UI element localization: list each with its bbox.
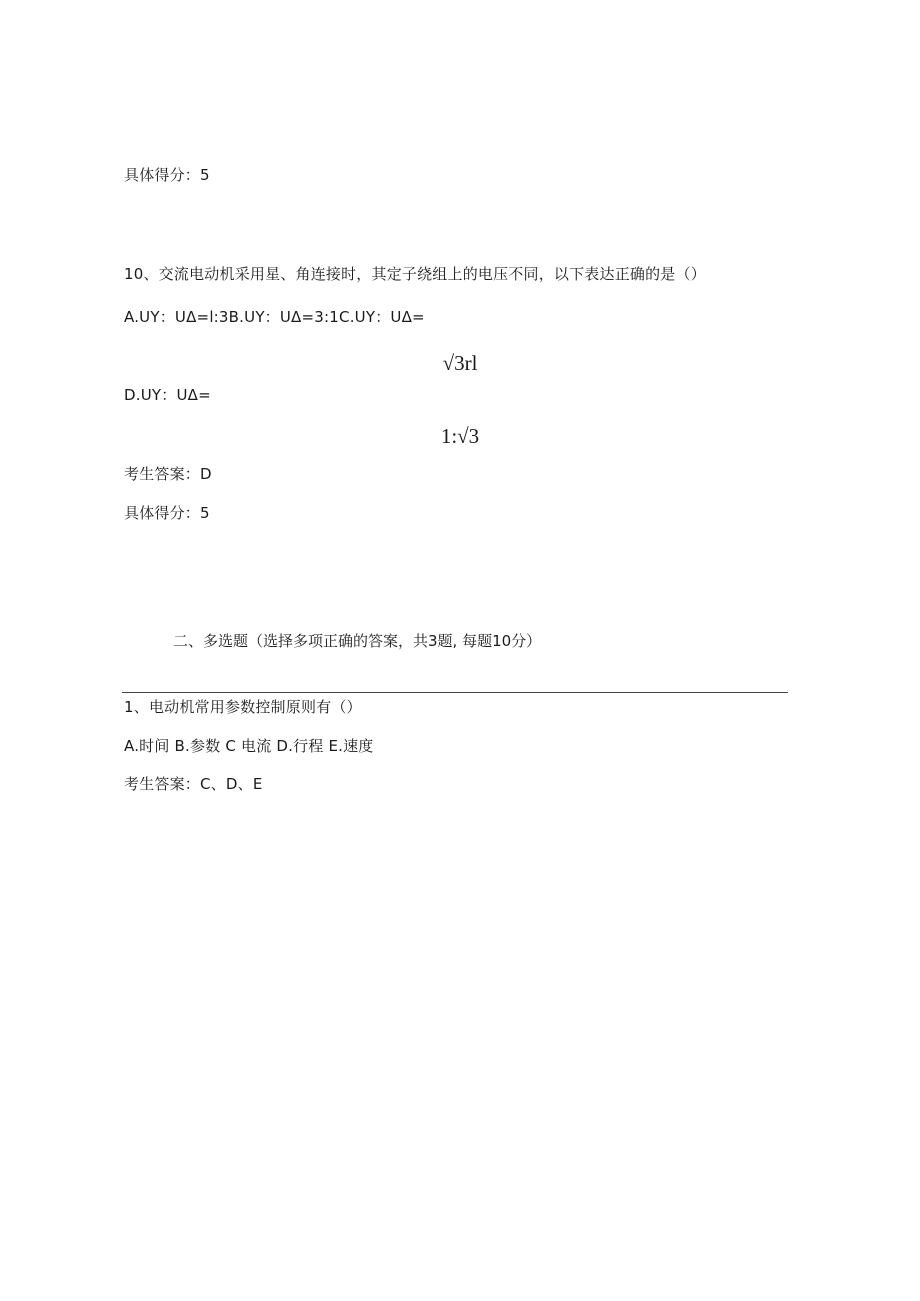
- section-divider: [122, 692, 788, 693]
- mq1-question: 1、电动机常用参数控制原则有（）: [124, 698, 362, 716]
- q10-formula-d: 1:√3: [440, 424, 480, 448]
- q9-score: 具体得分：5: [124, 166, 210, 184]
- mq1-options: A.时间 B.参数 C 电流 D.行程 E.速度: [124, 737, 374, 755]
- q10-score: 具体得分：5: [124, 504, 210, 522]
- q10-answer: 考生答案：D: [124, 465, 212, 483]
- q10-options-abc: A.UY：UΔ=l:3B.UY：UΔ=3:1C.UY：UΔ=: [124, 308, 425, 326]
- q10-question: 10、交流电动机采用星、角连接时，其定子绕组上的电压不同，以下表达正确的是（）: [124, 265, 706, 283]
- mq1-answer: 考生答案：C、D、E: [124, 775, 263, 793]
- q10-option-d: D.UY：UΔ=: [124, 386, 211, 404]
- section-title: 二、多选题（选择多项正确的答案，共3题, 每题10分）: [173, 632, 542, 650]
- q10-formula-c: √3rl: [442, 351, 478, 375]
